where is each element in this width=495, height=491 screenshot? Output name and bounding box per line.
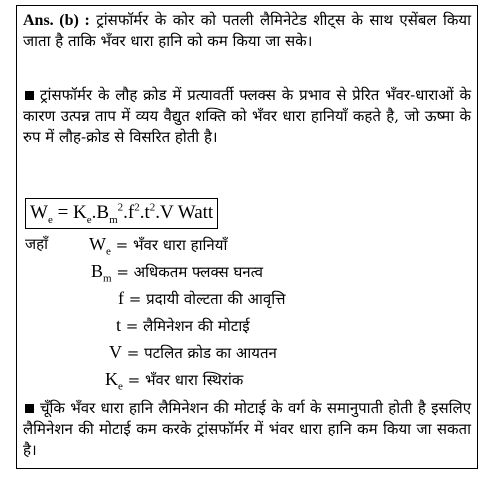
conclusion-text: चूँकि भँवर धारा हानि लैमिनेशन की मोटाई के वर्ग के समानुपाती होती है इसलिए लैमिनेशन की मोटाई कम करके ट्रांसफॉर्मर में भंवर धारा हानि कम किया जा सकता है। xyxy=(23,399,471,459)
definition-row: V = पटलित क्रोड का आयतन xyxy=(109,342,277,362)
definition-row: $K_e$ = भँवर धारा स्थिरांक xyxy=(105,369,244,393)
eddy-current-text: ट्रांसफॉर्मर के लौह क्रोड में प्रत्यावर्ती फ्लक्स के प्रभाव से प्रेरित भँवर-धाराओं के कारण उत्पन्न ताप में व्यय वैद्युत शक्ति को भँवर धारा हानियाँ कहते है, जो ऊष्मा के रुप में लौह-क्रोड से विसरित होती है। xyxy=(23,86,471,146)
definition-row: f = प्रदायी वोल्टता की आवृत्ति xyxy=(118,288,286,308)
square-bullet-icon xyxy=(25,91,34,100)
answer-card xyxy=(16,5,478,469)
definition-row: t = लैमिनेशन की मोटाई xyxy=(116,315,250,335)
answer-paragraph xyxy=(23,10,471,52)
square-bullet-icon xyxy=(25,404,34,413)
definition-row: $W_e$ = भँवर धारा हानियाँ xyxy=(89,234,228,258)
eddy-loss-formula: $W_e = K_e.B_m^2.f^2.t^2.V$ Watt xyxy=(25,198,218,229)
eddy-current-paragraph xyxy=(23,85,471,148)
answer-text: ट्रांसफॉर्मर के कोर को पतली लैमिनेटेड शीट्स के साथ एसेंबल किया जाता है ताकि भँवर धारा हानि को कम किया जा सके। xyxy=(23,11,471,50)
answer-label: Ans. (b) : xyxy=(23,12,90,29)
conclusion-paragraph xyxy=(23,398,471,461)
definition-row: $B_m$ = अधिकतम फ्लक्स घनत्व xyxy=(91,261,263,285)
where-label: जहाँ xyxy=(25,235,48,253)
